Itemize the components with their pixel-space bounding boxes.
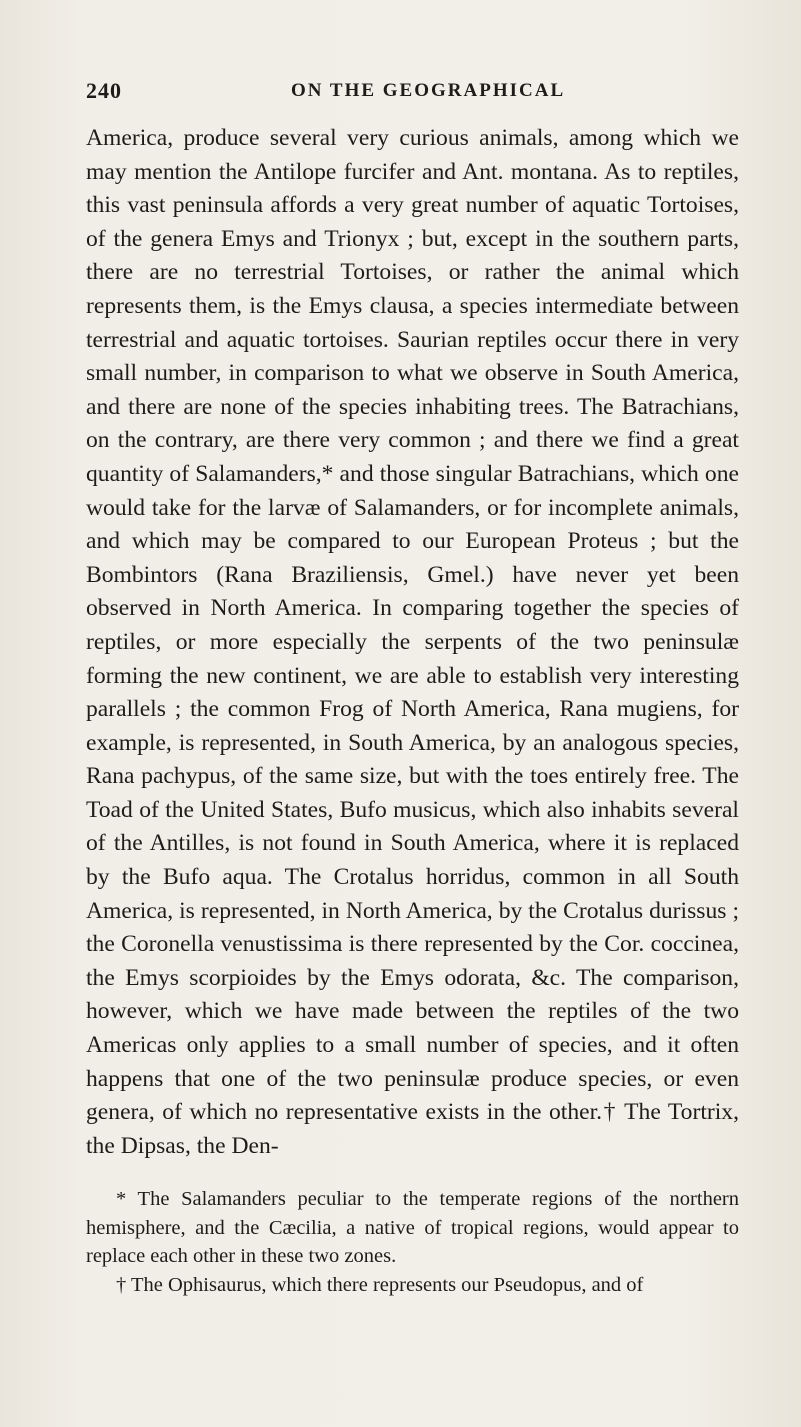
footnotes — [86, 1185, 739, 1299]
page-header — [86, 78, 736, 114]
page-number: 240 — [86, 78, 122, 103]
running-head: ON THE GEOGRAPHICAL — [291, 80, 566, 101]
main-text — [86, 122, 739, 1163]
body-paragraph: America, produce several very curious animals, among which we may mention the Antilope furcifer and Ant. montana. As to reptiles, this vast peninsula affords a very great number of aquatic Tortoises, of the genera Emys and Trionyx ; but, except in the southern parts, there are no terrestrial Tortoises, or rather the animal which represents them, is the Emys clausa, a species intermediate between terrestrial and aquatic tortoises. Saurian reptiles occur there in very small number, in comparison to what we observe in South America, and there are none of the species inhabiting trees. The Batrachians, on the contrary, are there very common ; and there we find a great quantity of Salamanders,* and those singular Batrachians, which one would take for the larvæ of Salamanders, or for incomplete animals, and which may be compared to our European Proteus ; but the Bombintors (Rana Braziliensis, Gmel.) have never yet been observed in North America. In comparing together the species of reptiles, or more especially the serpents of the two peninsulæ forming the new continent, we are able to establish very interesting parallels ; the common Frog of North America, Rana mugiens, for example, is represented, in South America, by an analogous species, Rana pachypus, of the same size, but with the toes entirely free. The Toad of the United States, Bufo musicus, which also inhabits several of the Antilles, is not found in South America, where it is replaced by the Bufo aqua. The Crotalus horridus, common in all South America, is represented, in North America, by the Crotalus durissus ; the Coronella venustissima is there represented by the Cor. coccinea, the Emys scorpioides by the Emys odorata, &c. The comparison, however, which we have made between the reptiles of the two Americas only applies to a small number of species, and it often happens that one of the two peninsulæ produce species, or even genera, of which no representative exists in the other.† The Tortrix, the Dipsas, the Den- — [86, 125, 739, 1159]
footnote-2: † The Ophisaurus, which there represents our Pseudopus, and of — [116, 1273, 644, 1296]
footnote-1: * The Salamanders peculiar to the temperate regions of the northern hemisphere, and the Cæcilia, a native of tropical regions, would appear to replace each other in these two zones. — [86, 1188, 739, 1267]
